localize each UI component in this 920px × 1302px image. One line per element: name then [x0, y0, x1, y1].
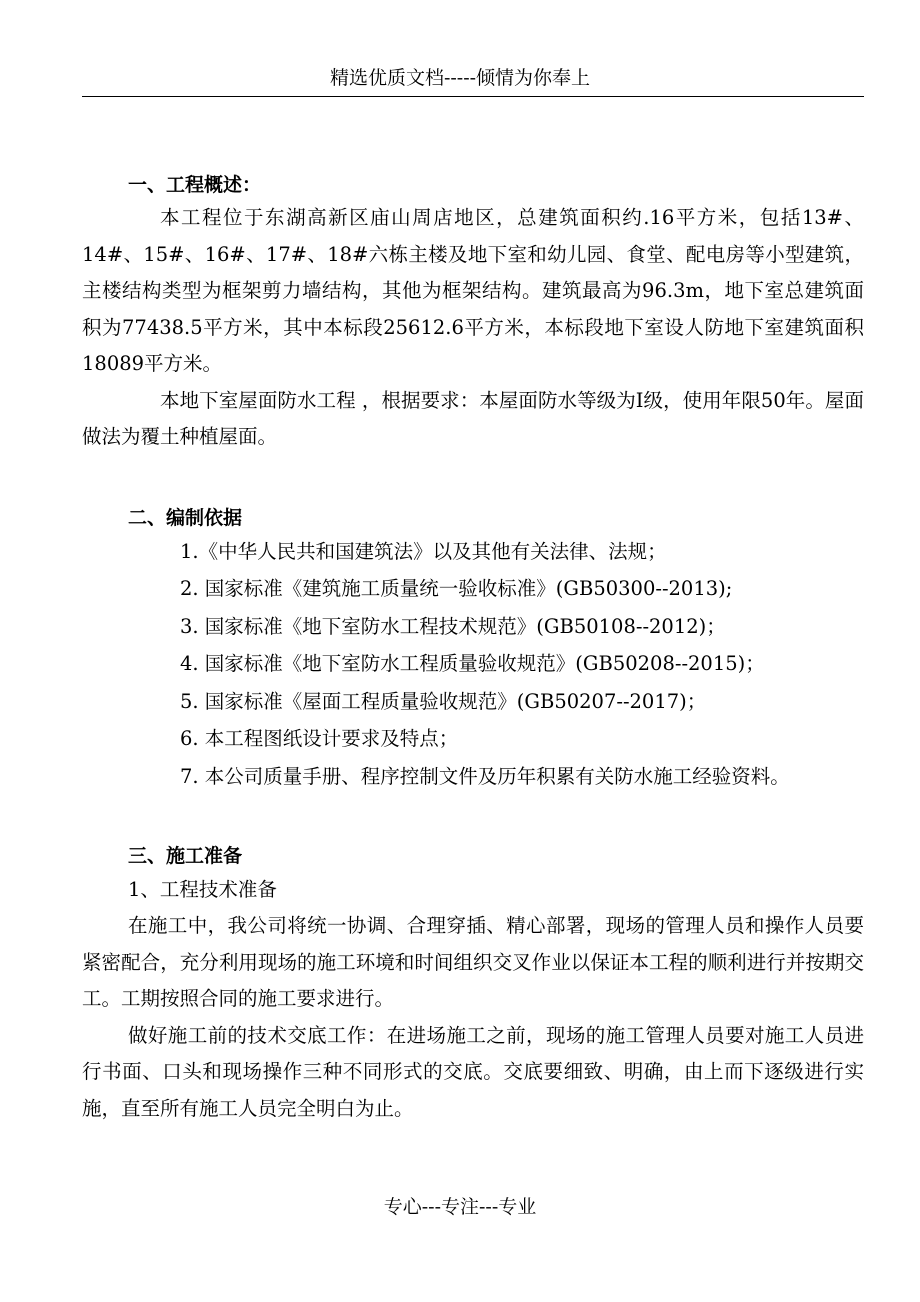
page-footer: 专心---专注---专业: [383, 1196, 537, 1218]
section-heading-preparation: 三、施工准备: [128, 845, 243, 867]
basis-list-item: 5. 国家标准《屋面工程质量验收规范》(GB50207--2017)；: [180, 689, 707, 713]
basis-list-item: 3. 国家标准《地下室防水工程技术规范》(GB50108--2012)；: [180, 614, 726, 638]
section-spacer: [82, 795, 864, 841]
section-spacer: [82, 456, 864, 503]
overview-paragraph: 本工程位于东湖高新区庙山周店地区，总建筑面积约.16平方米，包括13#、14#、15#、16#、17#、18#六栋主楼及地下室和幼儿园、食堂、配电房等小型建筑，主楼结构类型为框架剪力墙结构，其他为框架结构。建筑最高为96.3m，地下室总建筑面积为77438.5平方米，其中本标段25612.6平方米，本标段地下室设人防地下室建筑面积18089平方米。: [82, 206, 864, 375]
basis-list-item: 4. 国家标准《地下室防水工程质量验收规范》(GB50208--2015)；: [180, 652, 765, 675]
document-body: [82, 170, 864, 1127]
preparation-paragraph: 做好施工前的技术交底工作：在进场施工之前，现场的施工管理人员要对施工人员进行书面、口头和现场操作三种不同形式的交底。交底要细致、明确，由上而下逐级进行实施，直至所有施工人员完全明白为止。: [82, 1023, 864, 1120]
preparation-paragraph: 在施工中，我公司将统一协调、合理穿插、精心部署，现场的管理人员和操作人员要紧密配合，充分利用现场的施工环境和时间组织交叉作业以保证本工程的顺利进行并按期交工。工期按照合同的施工要求进行。: [82, 914, 864, 1010]
overview-paragraph: 本地下室屋面防水工程 ，根据要求：本屋面防水等级为I级，使用年限50年。屋面做法为覆土种植屋面。: [82, 388, 864, 448]
basis-list-item: 1.《中华人民共和国建筑法》以及其他有关法律、法规；: [180, 539, 667, 563]
basis-list: [82, 533, 864, 796]
page-header: 精选优质文档-----倾情为你奉上: [329, 67, 591, 89]
section-heading-basis: 二、编制依据: [128, 506, 243, 529]
basis-list-item: 6. 本工程图纸设计要求及特点；: [180, 727, 459, 750]
preparation-subheading: 1、工程技术准备: [128, 878, 277, 901]
basis-list-item: 2. 国家标准《建筑施工质量统一验收标准》(GB50300--2013);: [180, 577, 733, 600]
basis-list-item: 7. 本公司质量手册、程序控制文件及历年积累有关防水施工经验资料。: [180, 764, 790, 788]
header-divider: [82, 96, 864, 97]
section-heading-overview: 一、工程概述：: [128, 174, 262, 196]
